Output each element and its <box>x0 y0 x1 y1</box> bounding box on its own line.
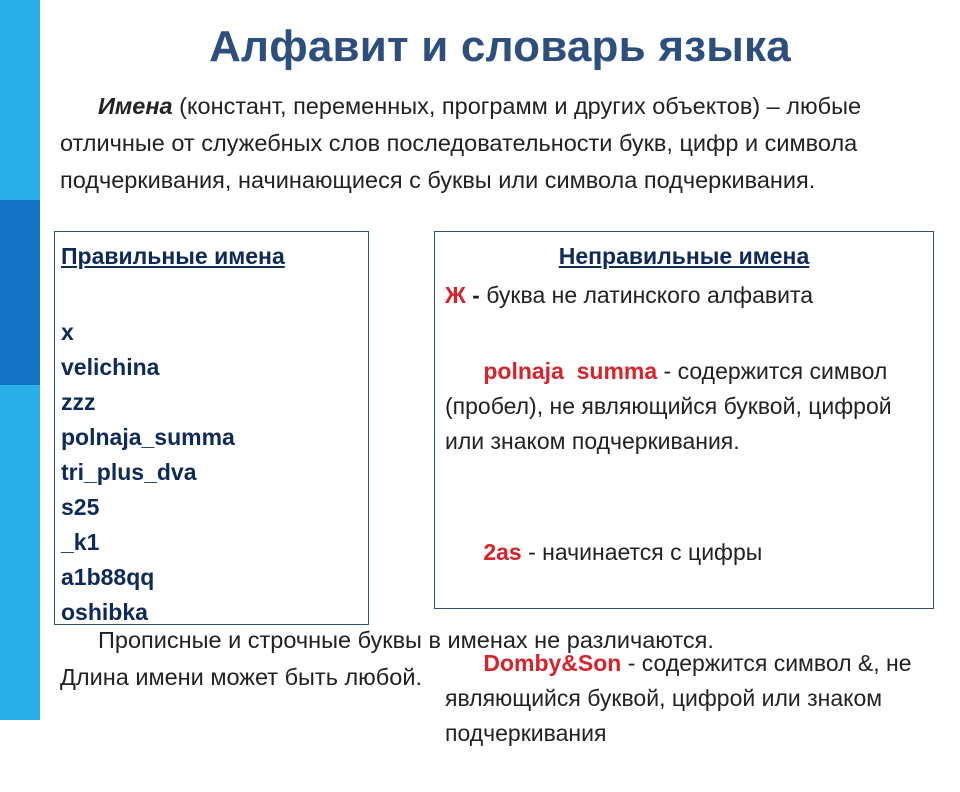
invalid-name: polnaja summa <box>483 358 658 384</box>
invalid-description: содержится символ &, не являющийся буквой, цифрой или знаком подчеркивания <box>445 650 912 746</box>
valid-name-item: oshibka <box>61 599 148 625</box>
valid-name-item: a1b88qq <box>61 564 155 590</box>
valid-name-item: polnaja_summa <box>61 424 235 450</box>
invalid-name: Domby&Son <box>483 650 622 676</box>
invalid-description: содержится символ (пробел), не являющийся буквой, цифрой или знаком подчеркивания. <box>445 358 892 454</box>
valid-names-heading: Правильные имена <box>61 243 285 269</box>
valid-name-item: tri_plus_dva <box>61 459 197 485</box>
valid-name-item: _k1 <box>61 529 100 555</box>
invalid-name-item <box>445 500 925 605</box>
valid-names-box <box>54 231 369 625</box>
footer-paragraph <box>60 622 940 696</box>
invalid-separator: - <box>465 282 487 308</box>
valid-name-item: velichina <box>61 354 160 380</box>
footer-line-1: Прописные и строчные буквы в именах не различаются. <box>98 627 714 653</box>
invalid-description: буква не латинского алфавита <box>486 282 814 308</box>
invalid-name-item <box>445 319 925 494</box>
valid-name-item: x <box>61 319 74 345</box>
invalid-names-box <box>434 231 934 746</box>
invalid-names-heading: Неправильные имена <box>558 243 810 269</box>
intro-paragraph <box>60 88 950 199</box>
slide-title: Алфавит и словарь языка <box>209 22 791 71</box>
invalid-name-item <box>445 278 925 313</box>
intro-text: (констант, переменных, программ и других объектов) – любые отличные от служебных слов последовательности букв, цифр и символа подчеркивания, начинающиеся с буквы или символа подчеркивания. <box>60 93 862 193</box>
valid-name-item: s25 <box>61 494 100 520</box>
side-accent-bar-highlight <box>0 200 40 385</box>
valid-name-item: zzz <box>61 389 96 415</box>
invalid-separator: - <box>521 539 543 565</box>
invalid-names-list <box>445 278 925 792</box>
invalid-name: 2as <box>483 539 522 565</box>
footer-line-2: Длина имени может быть любой. <box>60 664 422 690</box>
intro-term: Имена <box>98 93 173 119</box>
invalid-name: Ж <box>445 282 466 308</box>
invalid-separator: - <box>657 358 678 384</box>
valid-names-list <box>61 315 235 630</box>
invalid-description: начинается с цифры <box>542 539 763 565</box>
invalid-separator: - <box>621 650 642 676</box>
